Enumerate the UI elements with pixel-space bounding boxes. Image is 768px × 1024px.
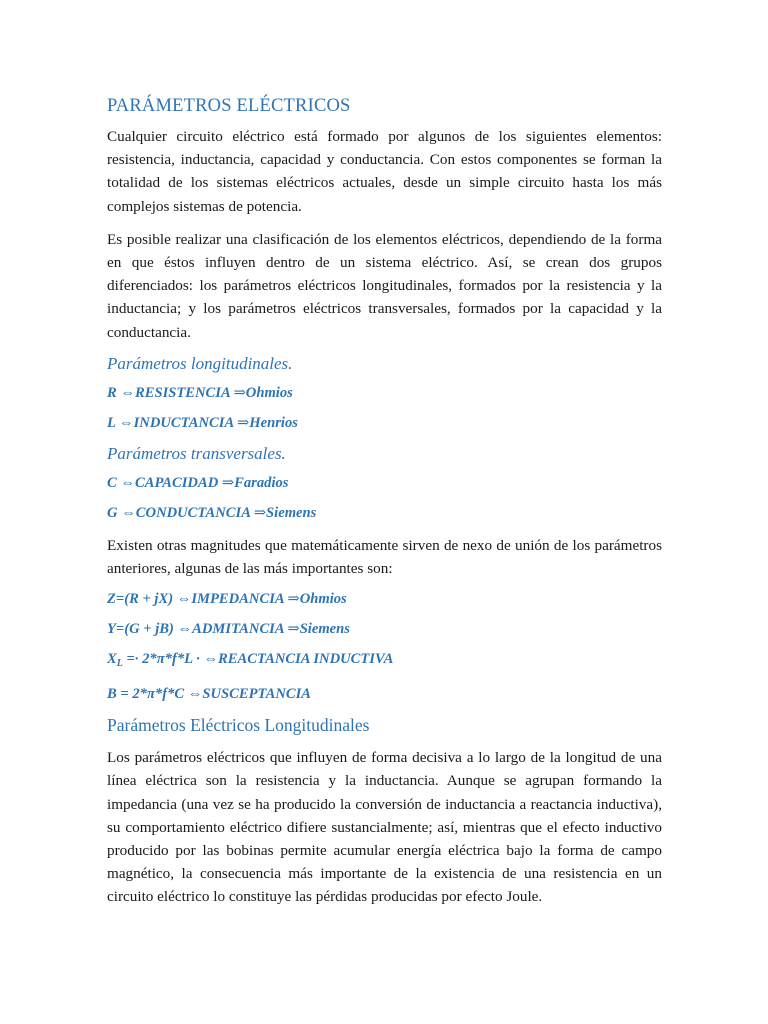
formula-base: X [107,651,117,668]
equiv-arrow-icon: ⇔ [187,686,203,703]
formula-unit: Henrios [249,414,298,431]
formula-name: RESISTENCIA [134,384,230,401]
implies-arrow-icon: ⇒ [287,591,300,608]
implies-arrow-icon: ⇒ [287,621,300,638]
formula-resistance [107,384,662,402]
longitudinal-heading: Parámetros longitudinales. [107,353,293,373]
equiv-arrow-icon: ⇔ [120,384,135,401]
formula-impedance [107,590,662,608]
formula-symbol: C [107,474,117,491]
formula-name: REACTANCIA INDUCTIVA [218,651,394,668]
section2-paragraph: Los parámetros eléctricos que influyen de forma decisiva a lo largo de la longitud de una línea eléctrica son la resistencia y la inductancia. Aunque se agrupan formando la impedancia (una vez se ha producido la conversión de inductancia a reactancia inductiva), su comportamiento eléctrico difiere sustancialmente; así, mientras que el efecto inductivo producido por las bobinas permite acumular energía eléctrica bajo la forma de campo magnético, la consecuencia más importante de la existencia de una resistencia en un circuito eléctrico lo constituye las pérdidas producidas por efecto Joule. [107,749,662,906]
formula-unit: Siemens [266,504,317,521]
formula-admittance [107,620,662,638]
formula-name: INDUCTANCIA [133,414,234,431]
document-title: PARÁMETROS ELÉCTRICOS [107,96,351,116]
section2-heading: Parámetros Eléctricos Longitudinales [107,715,370,736]
formula-expression: =· 2*π*f*L · [122,651,200,668]
formula-unit: Ohmios [299,591,347,608]
equiv-arrow-icon: ⇔ [120,474,135,491]
formula-unit: Ohmios [245,384,293,401]
formula-susceptance [107,685,662,703]
intro-paragraph-1: Cualquier circuito eléctrico está formado por algunos de los siguientes elementos: resistencia, inductancia, capacidad y conductancia. Con estos componentes se forman la totalidad de los sistemas eléctricos actuales, desde un simple circuito hasta los más complejos sistemas de potencia. [107,128,662,215]
formula-name: IMPEDANCIA [191,591,284,608]
formula-inductive-reactance [107,650,662,673]
implies-arrow-icon: ⇒ [237,414,250,431]
transversal-heading: Parámetros transversales. [107,443,286,463]
formula-inductance [107,414,662,432]
formula-symbol: L [107,414,116,431]
formula-expression: Y=(G + jB) [107,621,174,638]
implies-arrow-icon: ⇒ [221,474,235,491]
formula-symbol: G [107,504,118,521]
formula-name: ADMITANCIA [192,621,284,638]
formula-expression: Z=(R + jX) [107,591,174,608]
implies-arrow-icon: ⇒ [233,384,246,401]
formula-capacity [107,474,662,492]
implies-arrow-icon: ⇒ [253,504,267,521]
equiv-arrow-icon: ⇔ [119,414,134,431]
formula-unit: Faradios [234,474,289,491]
equiv-arrow-icon: ⇔ [121,504,136,521]
formula-name: CAPACIDAD [134,474,219,491]
equiv-arrow-icon: ⇔ [177,621,193,638]
magnitudes-paragraph: Existen otras magnitudes que matemáticamente sirven de nexo de unión de los parámetros anteriores, algunas de las más importantes son: [107,536,662,578]
formula-unit: Siemens [299,621,350,638]
formula-name: CONDUCTANCIA [135,504,251,521]
formula-subscript: L [116,658,123,670]
equiv-arrow-icon: ⇔ [176,591,192,608]
formula-symbol: R [107,384,117,401]
formula-conductance [107,504,662,522]
formula-name: SUSCEPTANCIA [202,686,312,703]
intro-paragraph-2: Es posible realizar una clasificación de los elementos eléctricos, dependiendo de la forma en que éstos influyen dentro de un sistema eléctrico. Así, se crean dos grupos diferenciados: los parámetros eléctricos longitudinales, formados por la resistencia y la inductancia; y los parámetros eléctricos transversales, formados por la capacidad y la conductancia. [107,230,662,341]
equiv-arrow-icon: ⇔ [203,651,219,668]
document-page [107,96,662,919]
formula-expression: B = 2*π*f*C [107,686,185,703]
